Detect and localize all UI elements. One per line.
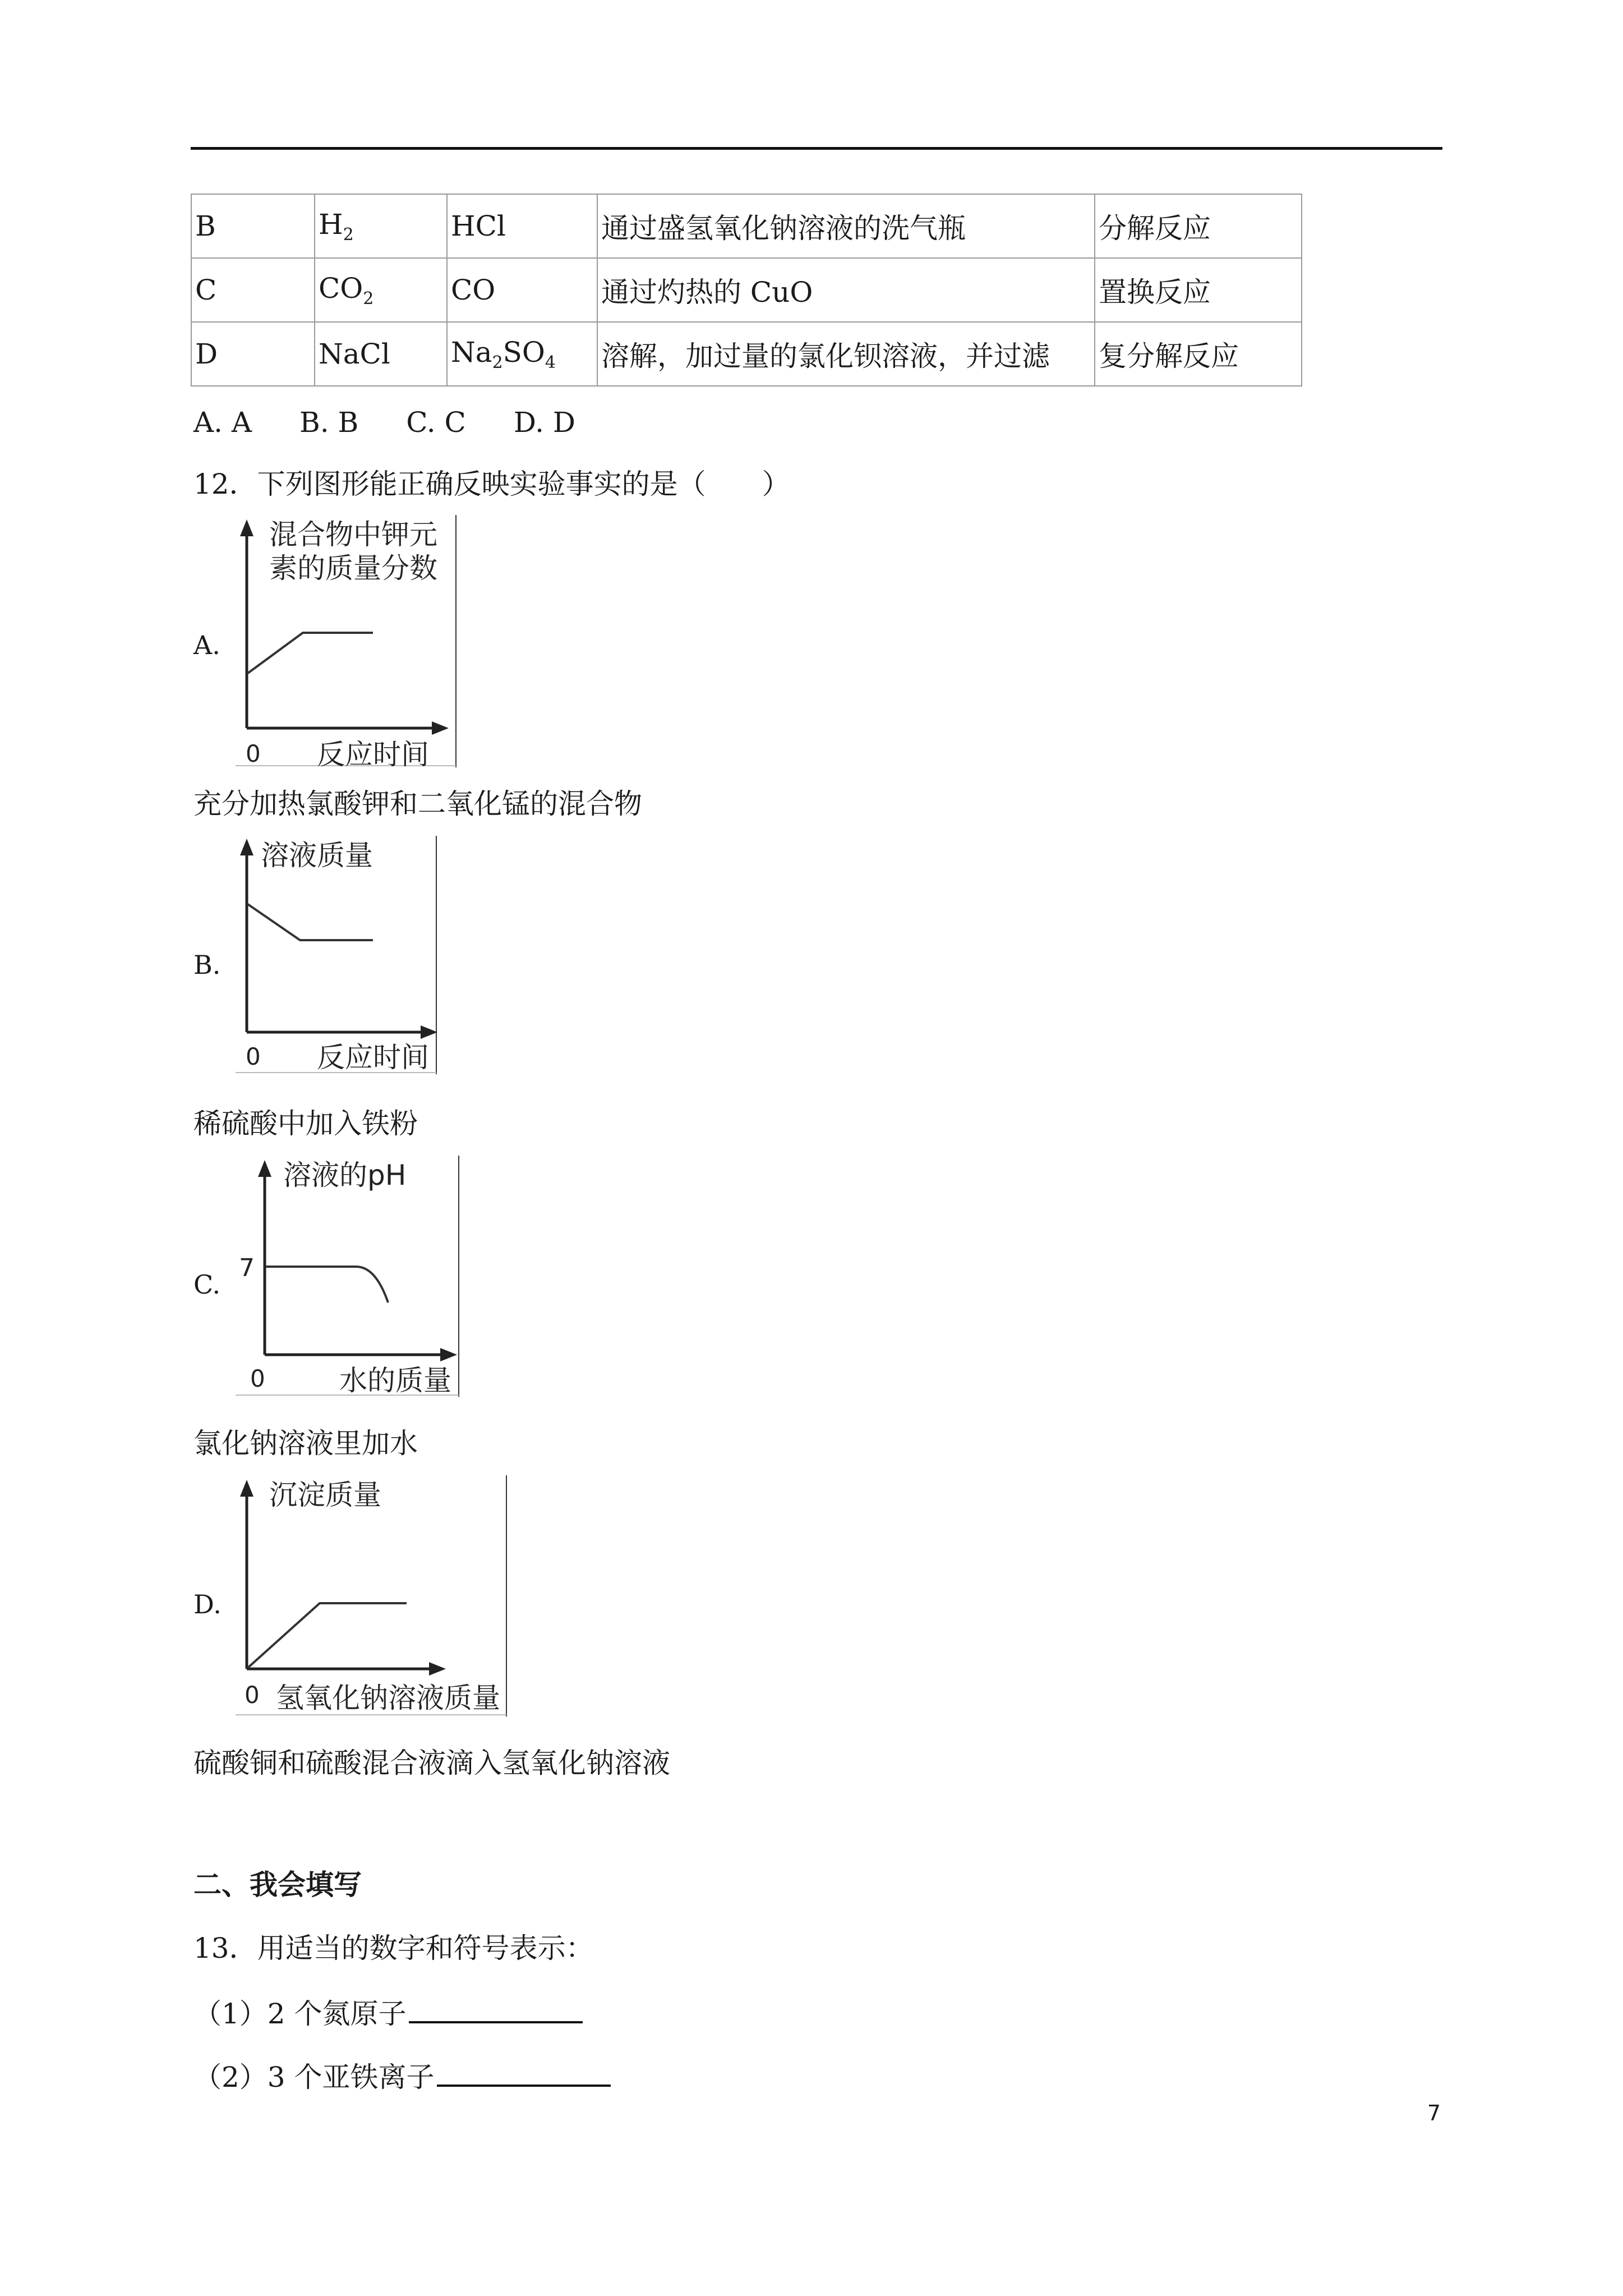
x-axis-label: 反应时间: [317, 738, 429, 771]
q12-option-b-caption: 稀硫酸中加入铁粉: [193, 1107, 418, 1140]
table-cell-reaction: 置换反应: [1095, 258, 1302, 322]
origin-label: 0: [245, 1681, 260, 1709]
table-row: [191, 194, 1302, 258]
table-cell-option: D: [191, 322, 315, 386]
y-tick-label: 7: [239, 1254, 255, 1282]
q12-option-d-caption: 硫酸铜和硫酸混合液滴入氢氧化钠溶液: [193, 1747, 670, 1779]
q12-option-c-letter[interactable]: C.: [193, 1269, 221, 1300]
table-cell-option: B: [191, 194, 315, 258]
origin-label: 0: [250, 1365, 265, 1392]
q12-option-b-graph: [236, 836, 440, 1074]
q12-option-a-graph: [236, 515, 460, 771]
table-cell-substance: NaCl: [315, 322, 447, 386]
y-axis-label: 溶液的pH: [283, 1159, 407, 1191]
data-curve: [248, 1603, 407, 1668]
q13-item-2: （2）3 个亚铁离子: [193, 2058, 611, 2094]
x-axis-arrow: [440, 1348, 457, 1361]
q13-item-1: （1）2 个氮原子: [193, 1994, 583, 2031]
x-axis-label: 反应时间: [317, 1041, 429, 1074]
table-cell-method: 通过灼热的 CuO: [597, 258, 1095, 322]
x-axis-arrow: [432, 721, 449, 735]
origin-label: 0: [246, 1043, 261, 1070]
y-axis-arrow: [258, 1160, 271, 1177]
x-axis-arrow: [421, 1025, 437, 1039]
table-cell-substance: $H_2$: [315, 194, 447, 258]
header-rule: [191, 147, 1442, 150]
choice-d[interactable]: D. D: [513, 406, 576, 439]
page-number: 7: [1427, 2101, 1441, 2125]
table-cell-method: 溶解，加过量的氯化钡溶液，并过滤: [597, 322, 1095, 386]
table-cell-reaction: 复分解反应: [1095, 322, 1302, 386]
x-axis-arrow: [429, 1662, 446, 1676]
q11-answer-choices: [193, 406, 623, 439]
table-cell-option: C: [191, 258, 315, 322]
q12-option-c-caption: 氯化钠溶液里加水: [193, 1427, 418, 1460]
y-axis-arrow: [240, 519, 253, 536]
y-axis-label: 沉淀质量: [269, 1479, 381, 1511]
y-axis-label-line1: 混合物中钾元: [269, 518, 437, 551]
q13-stem: 13．用适当的数字和符号表示：: [193, 1932, 594, 1964]
q12-option-c-graph: [236, 1156, 463, 1397]
section-title: 二、我会填写: [193, 1868, 362, 1901]
q12-option-b-letter[interactable]: B.: [193, 950, 221, 980]
choice-a[interactable]: A. A: [193, 406, 252, 439]
q12-option-a-letter[interactable]: A.: [193, 630, 220, 660]
choice-c[interactable]: C. C: [406, 406, 466, 439]
q12-option-d-letter[interactable]: D.: [193, 1589, 222, 1619]
origin-label: 0: [246, 740, 261, 767]
q12-stem: 12．下列图形能正确反映实验事实的是（ ）: [193, 468, 790, 500]
table-row: [191, 258, 1302, 322]
choice-b[interactable]: B. B: [299, 406, 359, 439]
answer-blank-2[interactable]: [437, 2058, 611, 2087]
table-cell-reaction: 分解反应: [1095, 194, 1302, 258]
data-curve: [266, 1267, 388, 1303]
y-axis-label-line2: 素的质量分数: [269, 552, 437, 585]
table-row: [191, 322, 1302, 386]
table-cell-impurity: $Na_2SO_4$: [447, 322, 597, 386]
y-axis-label: 溶液质量: [261, 839, 373, 872]
q11-options-table: [191, 194, 1302, 386]
data-curve: [248, 904, 373, 940]
table-cell-impurity: CO: [447, 258, 597, 322]
y-axis-arrow: [240, 839, 253, 855]
table-cell-method: 通过盛氢氧化钠溶液的洗气瓶: [597, 194, 1095, 258]
data-curve: [248, 633, 373, 673]
x-axis-label: 氢氧化钠溶液质量: [276, 1682, 500, 1714]
q12-option-a-caption: 充分加热氯酸钾和二氧化锰的混合物: [193, 788, 642, 820]
table-cell-substance: $CO_2$: [315, 258, 447, 322]
table-cell-impurity: HCl: [447, 194, 597, 258]
q12-option-d-graph: [236, 1475, 510, 1717]
y-axis-arrow: [240, 1480, 253, 1497]
x-axis-label: 水的质量: [339, 1364, 451, 1397]
answer-blank-1[interactable]: [409, 1994, 583, 2023]
